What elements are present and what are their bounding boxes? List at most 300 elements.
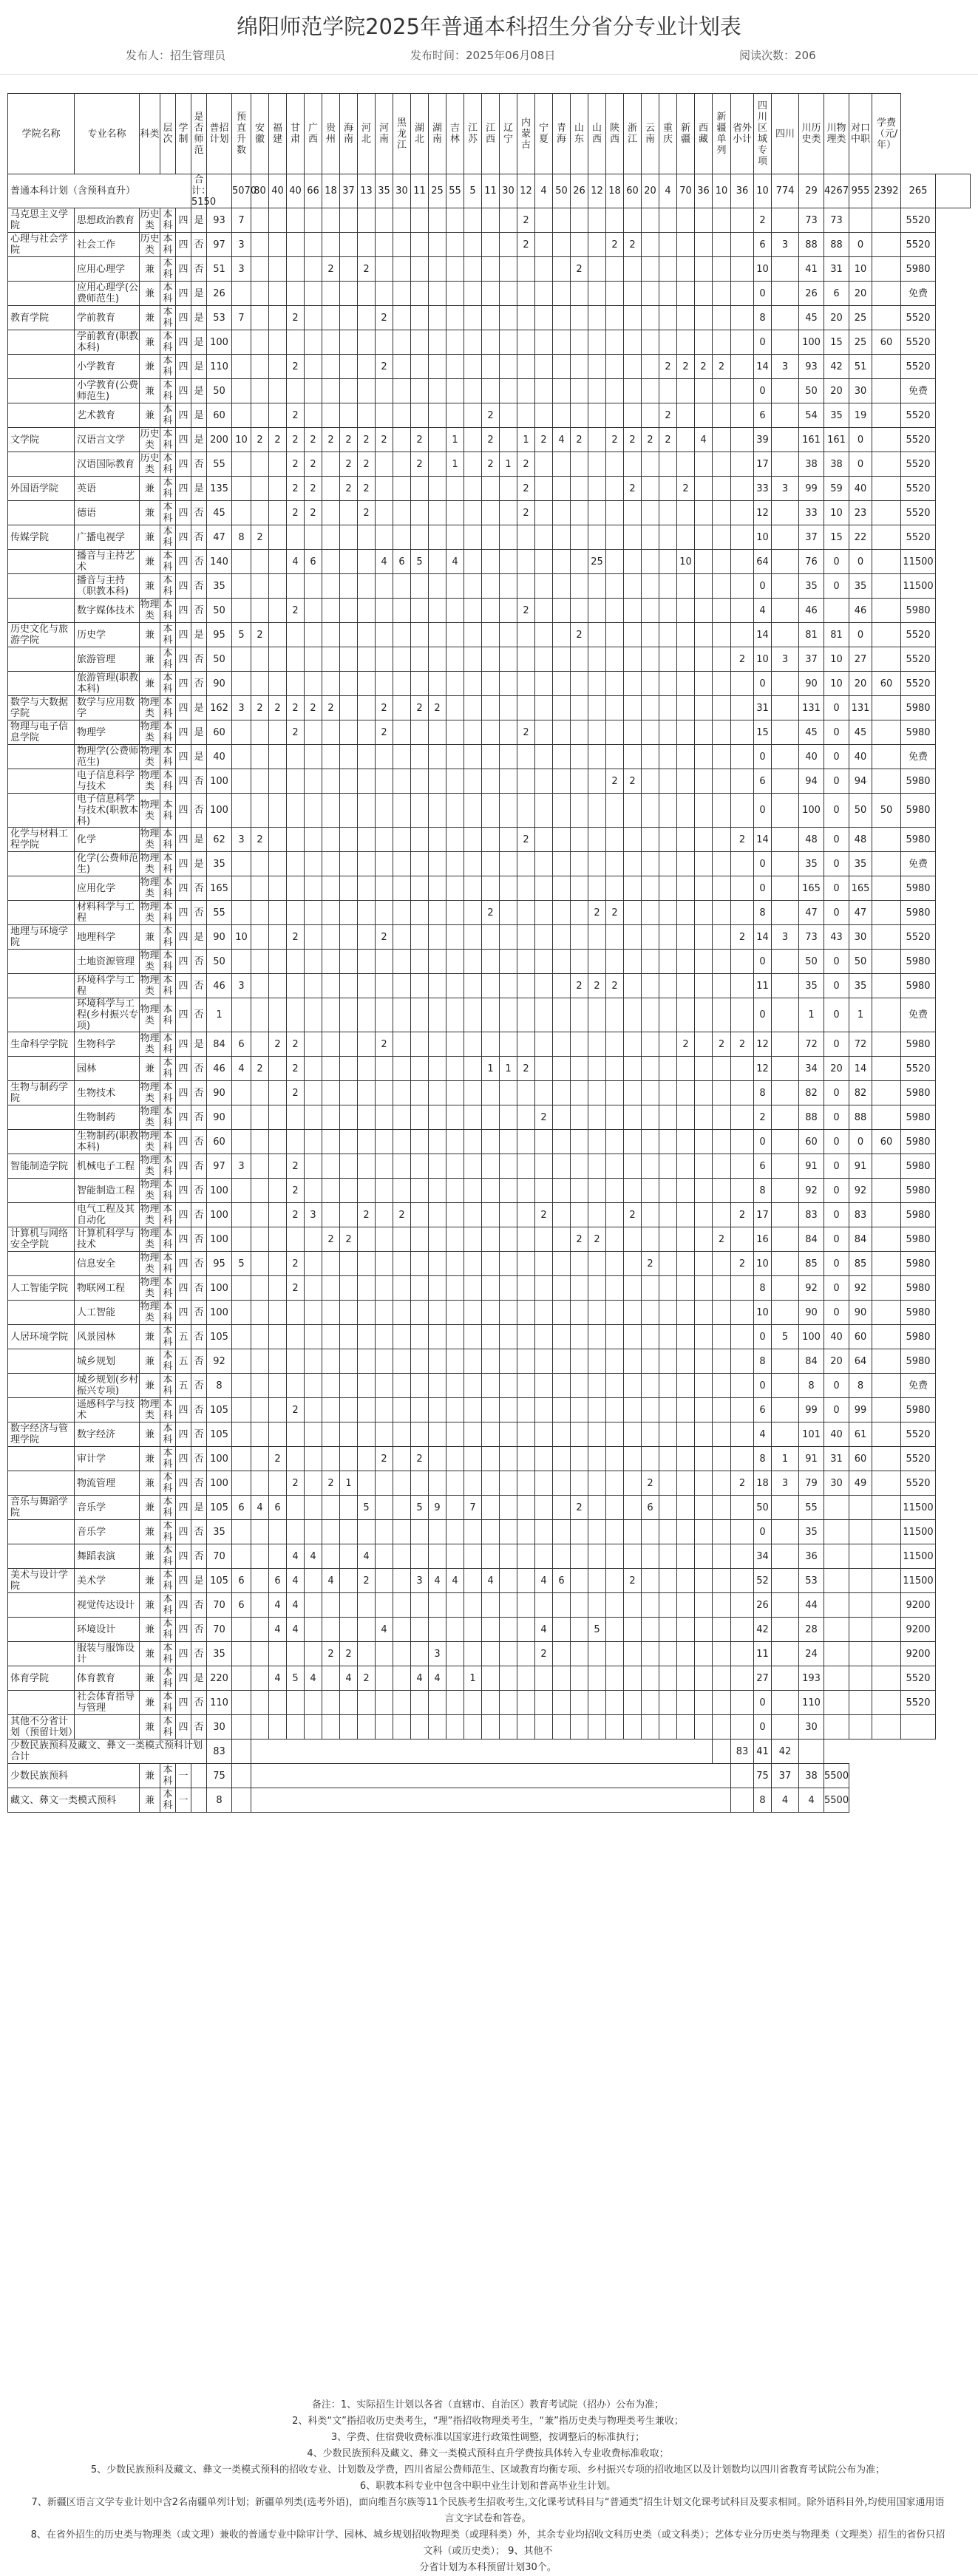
table-cell: [393, 1154, 411, 1179]
table-cell: [624, 672, 642, 696]
table-cell: 90: [849, 1301, 872, 1325]
table-cell: [429, 257, 446, 282]
table-cell: [305, 1520, 322, 1544]
table-cell: [588, 1203, 606, 1227]
table-cell: 94: [849, 769, 872, 794]
table-cell: 本科: [160, 355, 176, 379]
table-cell: [376, 452, 393, 477]
table-row: [8, 1154, 971, 1179]
table-cell: [642, 1447, 659, 1471]
table-cell: [500, 428, 517, 452]
table-cell: [269, 672, 287, 696]
table-cell: [659, 1252, 677, 1276]
table-cell: [340, 550, 358, 574]
table-cell: [642, 330, 659, 355]
table-cell: [659, 1642, 677, 1666]
table-cell: [446, 769, 464, 794]
table-cell: [535, 257, 553, 282]
table-cell: [713, 828, 731, 852]
table-cell: [269, 1691, 287, 1715]
table-cell: 2: [588, 1227, 606, 1252]
table-cell: 5980: [901, 1227, 936, 1252]
table-cell: [535, 477, 553, 501]
table-cell: 免费: [901, 1374, 936, 1398]
table-cell: 兼: [140, 1544, 160, 1569]
table-cell: [251, 1154, 269, 1179]
table-cell: [731, 1154, 754, 1179]
table-cell: [606, 925, 624, 950]
table-cell: [731, 550, 754, 574]
table-row: [8, 257, 971, 282]
table-cell: [429, 403, 446, 428]
table-cell: 0: [754, 1325, 772, 1349]
table-cell: [588, 720, 606, 745]
table-cell: [464, 745, 482, 769]
table-cell: 37: [799, 647, 824, 672]
table-cell: [482, 1496, 500, 1520]
table-cell: 4: [251, 1496, 269, 1520]
table-cell: [606, 1081, 624, 1105]
table-cell: [606, 452, 624, 477]
table-cell: [659, 720, 677, 745]
table-cell: [731, 769, 754, 794]
table-cell: 智能制造学院: [8, 1154, 75, 1179]
table-cell: [305, 1374, 322, 1398]
table-cell: 100: [799, 330, 824, 355]
table-cell: [482, 1593, 500, 1618]
table-cell: [535, 1032, 553, 1057]
table-cell: 四: [176, 720, 191, 745]
table-cell: [517, 550, 535, 574]
table-cell: [464, 355, 482, 379]
table-cell: [695, 852, 713, 876]
table-cell: 46: [207, 974, 232, 998]
table-cell: 1: [207, 998, 232, 1032]
column-header: 山东: [571, 94, 588, 174]
table-cell: 兼: [140, 1593, 160, 1618]
table-cell: [731, 1349, 754, 1374]
table-cell: 是: [191, 623, 207, 647]
column-header: 黑龙江: [393, 94, 411, 174]
table-cell: [500, 1227, 517, 1252]
table-cell: 3: [232, 233, 251, 257]
table-cell: [517, 769, 535, 794]
table-cell: 92: [799, 1276, 824, 1301]
table-cell: 2: [624, 233, 642, 257]
table-cell: 75: [754, 1764, 772, 1788]
table-cell: 39: [754, 428, 772, 452]
table-cell: [411, 1057, 429, 1081]
table-cell: [872, 1179, 901, 1203]
table-cell: [677, 647, 695, 672]
table-cell: 30: [393, 174, 411, 208]
table-row: [8, 282, 971, 306]
table-cell: [251, 477, 269, 501]
table-cell: [624, 1447, 642, 1471]
table-cell: 本科: [160, 330, 176, 355]
table-cell: 161: [799, 428, 824, 452]
table-cell: 物理类: [140, 770, 160, 792]
table-cell: [659, 623, 677, 647]
table-cell: 历史类: [140, 429, 160, 451]
table-cell: 5980: [901, 696, 936, 720]
table-cell: [464, 282, 482, 306]
table-cell: 50: [207, 647, 232, 672]
table-cell: [872, 769, 901, 794]
table-cell: [677, 998, 695, 1032]
table-cell: [553, 720, 571, 745]
table-cell: [772, 1105, 799, 1130]
table-cell: [695, 720, 713, 745]
table-cell: 0: [824, 794, 849, 828]
table-cell: 4: [411, 1666, 429, 1691]
table-cell: [269, 950, 287, 974]
table-cell: [535, 282, 553, 306]
column-header: 安徽: [251, 94, 269, 174]
table-cell: [517, 1349, 535, 1374]
table-cell: 3: [772, 233, 799, 257]
table-cell: [393, 1520, 411, 1544]
table-cell: 3: [232, 974, 251, 998]
table-cell: [358, 998, 376, 1032]
table-cell: [251, 1032, 269, 1057]
table-cell: 本科: [160, 950, 176, 974]
table-cell: [232, 477, 251, 501]
table-cell: [772, 452, 799, 477]
table-cell: 2: [287, 1032, 305, 1057]
table-cell: 否: [191, 1422, 207, 1447]
table-cell: [305, 852, 322, 876]
table-cell: [429, 1715, 446, 1740]
table-cell: [376, 672, 393, 696]
table-cell: [517, 379, 535, 403]
table-cell: [482, 1081, 500, 1105]
table-row: [8, 1764, 971, 1788]
table-cell: [411, 1349, 429, 1374]
table-cell: 本科: [160, 1154, 176, 1179]
table-cell: [872, 355, 901, 379]
table-cell: [500, 1179, 517, 1203]
table-cell: [322, 282, 340, 306]
table-cell: 2: [482, 428, 500, 452]
table-cell: [8, 1301, 75, 1325]
table-cell: 兼: [140, 550, 160, 574]
table-cell: [287, 974, 305, 998]
table-cell: 20: [849, 672, 872, 696]
table-cell: 是: [191, 403, 207, 428]
table-cell: 5520: [901, 672, 936, 696]
table-cell: [305, 950, 322, 974]
table-cell: [232, 1398, 251, 1422]
table-cell: [535, 901, 553, 925]
table-cell: 5980: [901, 876, 936, 901]
table-cell: [429, 208, 446, 233]
table-cell: 2: [731, 1471, 754, 1496]
table-cell: 0: [824, 1276, 849, 1301]
table-cell: [642, 769, 659, 794]
table-cell: [624, 1715, 642, 1740]
table-cell: [695, 1569, 713, 1593]
table-cell: [677, 501, 695, 525]
table-cell: [571, 828, 588, 852]
table-cell: [571, 1154, 588, 1179]
table-cell: [713, 1130, 731, 1154]
table-cell: [731, 1520, 754, 1544]
table-cell: [8, 282, 75, 306]
table-cell: [429, 852, 446, 876]
table-cell: [500, 828, 517, 852]
table-cell: [376, 998, 393, 1032]
table-cell: [677, 1179, 695, 1203]
table-cell: [571, 950, 588, 974]
table-cell: [393, 501, 411, 525]
table-cell: 计算机科学与技术: [75, 1227, 140, 1252]
table-cell: [553, 794, 571, 828]
table-cell: 35: [799, 974, 824, 998]
table-cell: 少数民族预科及藏文、彝文一类模式预科计划合计: [8, 1740, 207, 1764]
table-cell: [429, 452, 446, 477]
table-cell: [588, 1520, 606, 1544]
table-cell: [446, 828, 464, 852]
table-cell: [429, 1471, 446, 1496]
table-cell: [500, 1520, 517, 1544]
table-cell: 51: [207, 257, 232, 282]
table-cell: 四: [176, 672, 191, 696]
table-cell: [659, 901, 677, 925]
table-row: [8, 672, 971, 696]
table-cell: [482, 950, 500, 974]
table-cell: 播音与主持艺术: [75, 550, 140, 574]
table-cell: [553, 1203, 571, 1227]
table-cell: 4: [305, 1544, 322, 1569]
table-cell: [251, 282, 269, 306]
table-cell: [358, 647, 376, 672]
table-cell: [571, 1057, 588, 1081]
table-cell: 否: [191, 1252, 207, 1276]
table-cell: 化学与材料工程学院: [8, 828, 75, 852]
table-cell: 否: [191, 901, 207, 925]
table-cell: [340, 306, 358, 330]
table-cell: 131: [849, 696, 872, 720]
table-cell: 本科: [160, 1276, 176, 1301]
table-cell: [642, 452, 659, 477]
table-cell: [517, 1398, 535, 1422]
table-cell: [772, 1398, 799, 1422]
table-cell: [677, 452, 695, 477]
table-cell: [464, 403, 482, 428]
table-cell: [429, 623, 446, 647]
table-cell: [713, 1740, 731, 1764]
table-cell: [482, 1276, 500, 1301]
table-cell: [872, 828, 901, 852]
table-cell: [232, 1179, 251, 1203]
table-cell: [772, 1130, 799, 1154]
table-cell: [287, 1105, 305, 1130]
table-cell: [677, 1057, 695, 1081]
table-cell: 53: [799, 1569, 824, 1593]
table-cell: 2: [482, 452, 500, 477]
table-cell: 88: [824, 233, 849, 257]
table-cell: [251, 647, 269, 672]
table-cell: 四: [176, 452, 191, 477]
table-cell: 81: [824, 623, 849, 647]
table-row: [8, 525, 971, 550]
table-cell: [713, 1642, 731, 1666]
table-cell: 本科: [160, 720, 176, 745]
table-cell: 数字经济: [75, 1422, 140, 1447]
column-header: 浙江: [624, 94, 642, 174]
table-cell: [571, 1130, 588, 1154]
table-cell: [411, 974, 429, 998]
table-cell: [446, 306, 464, 330]
table-cell: 6: [754, 403, 772, 428]
table-cell: 8: [207, 1374, 232, 1398]
table-cell: [376, 1349, 393, 1374]
table-cell: [358, 1032, 376, 1057]
table-row: [8, 1227, 971, 1252]
table-cell: 兼: [140, 1447, 160, 1471]
table-cell: [606, 672, 624, 696]
column-header: 省外小计: [731, 94, 754, 174]
table-cell: [588, 282, 606, 306]
table-cell: 物理类: [140, 1253, 160, 1275]
table-cell: 本科: [160, 574, 176, 599]
table-cell: 否: [191, 672, 207, 696]
table-cell: [232, 1666, 251, 1691]
table-cell: [232, 1740, 251, 1764]
table-cell: [446, 1105, 464, 1130]
table-cell: [287, 876, 305, 901]
table-cell: 0: [824, 1374, 849, 1398]
column-header: 贵州: [322, 94, 340, 174]
table-cell: [553, 306, 571, 330]
table-cell: [695, 1544, 713, 1569]
table-cell: [464, 696, 482, 720]
table-cell: 30: [849, 925, 872, 950]
table-cell: 5980: [901, 1105, 936, 1130]
table-cell: 94: [799, 769, 824, 794]
table-row: [8, 974, 971, 998]
table-cell: [464, 1398, 482, 1422]
table-cell: 5: [772, 1325, 799, 1349]
table-cell: [535, 1520, 553, 1544]
table-cell: [606, 1301, 624, 1325]
table-cell: [340, 794, 358, 828]
table-cell: 四: [176, 1105, 191, 1130]
table-cell: 2: [376, 720, 393, 745]
table-cell: 10: [754, 257, 772, 282]
table-cell: [446, 901, 464, 925]
table-cell: [411, 745, 429, 769]
table-cell: [624, 1666, 642, 1691]
table-cell: [376, 233, 393, 257]
table-cell: [517, 876, 535, 901]
table-cell: 85: [849, 1252, 872, 1276]
table-cell: 49: [849, 1471, 872, 1496]
table-cell: 36: [695, 174, 713, 208]
table-cell: [376, 1691, 393, 1715]
table-cell: 0: [754, 574, 772, 599]
column-header: 海南: [340, 94, 358, 174]
table-cell: 四: [176, 1618, 191, 1642]
table-cell: [358, 1618, 376, 1642]
table-cell: 是: [191, 282, 207, 306]
table-cell: 否: [191, 998, 207, 1032]
table-cell: [393, 1422, 411, 1447]
table-cell: [535, 1544, 553, 1569]
table-cell: 26: [754, 1593, 772, 1618]
table-cell: 36: [799, 1544, 824, 1569]
table-cell: 34: [799, 1057, 824, 1081]
table-cell: [251, 794, 269, 828]
table-cell: 7: [232, 306, 251, 330]
table-cell: [535, 852, 553, 876]
table-cell: [232, 1788, 251, 1813]
table-cell: [642, 1569, 659, 1593]
table-cell: 本科: [160, 599, 176, 623]
table-cell: [624, 599, 642, 623]
table-cell: 5: [232, 1252, 251, 1276]
table-cell: [571, 1349, 588, 1374]
table-cell: [571, 1301, 588, 1325]
table-cell: 2: [287, 477, 305, 501]
table-cell: 48: [849, 828, 872, 852]
table-cell: [772, 1081, 799, 1105]
table-cell: 四: [176, 1154, 191, 1179]
table-cell: 四: [176, 501, 191, 525]
table-cell: [571, 306, 588, 330]
table-cell: [713, 974, 731, 998]
table-cell: [464, 1252, 482, 1276]
table-cell: 本科: [160, 403, 176, 428]
table-cell: 艺术教育: [75, 403, 140, 428]
table-cell: 131: [799, 696, 824, 720]
table-cell: [269, 1422, 287, 1447]
table-cell: 140: [207, 550, 232, 574]
table-cell: [376, 852, 393, 876]
table-cell: [642, 550, 659, 574]
table-cell: [872, 1301, 901, 1325]
table-cell: 2: [606, 974, 624, 998]
table-cell: [464, 379, 482, 403]
table-cell: 小学教育(公费师范生): [75, 379, 140, 403]
table-cell: [8, 330, 75, 355]
table-cell: 100: [799, 1325, 824, 1349]
table-cell: 37: [799, 525, 824, 550]
table-cell: 2: [677, 355, 695, 379]
table-cell: [322, 1374, 340, 1398]
table-cell: [731, 452, 754, 477]
table-cell: [358, 525, 376, 550]
column-header: 重庆: [659, 94, 677, 174]
table-cell: 免费: [901, 998, 936, 1032]
table-cell: [251, 1642, 269, 1666]
table-cell: [713, 623, 731, 647]
table-cell: 四: [176, 599, 191, 623]
table-cell: 100: [207, 1179, 232, 1203]
table-cell: [677, 720, 695, 745]
table-cell: [393, 950, 411, 974]
table-cell: 23: [849, 501, 872, 525]
table-cell: [232, 1715, 251, 1740]
table-cell: [517, 1203, 535, 1227]
table-cell: [713, 1666, 731, 1691]
table-cell: [588, 1398, 606, 1422]
table-cell: [695, 769, 713, 794]
table-row: [8, 1520, 971, 1544]
table-cell: [393, 720, 411, 745]
table-cell: 5980: [901, 720, 936, 745]
